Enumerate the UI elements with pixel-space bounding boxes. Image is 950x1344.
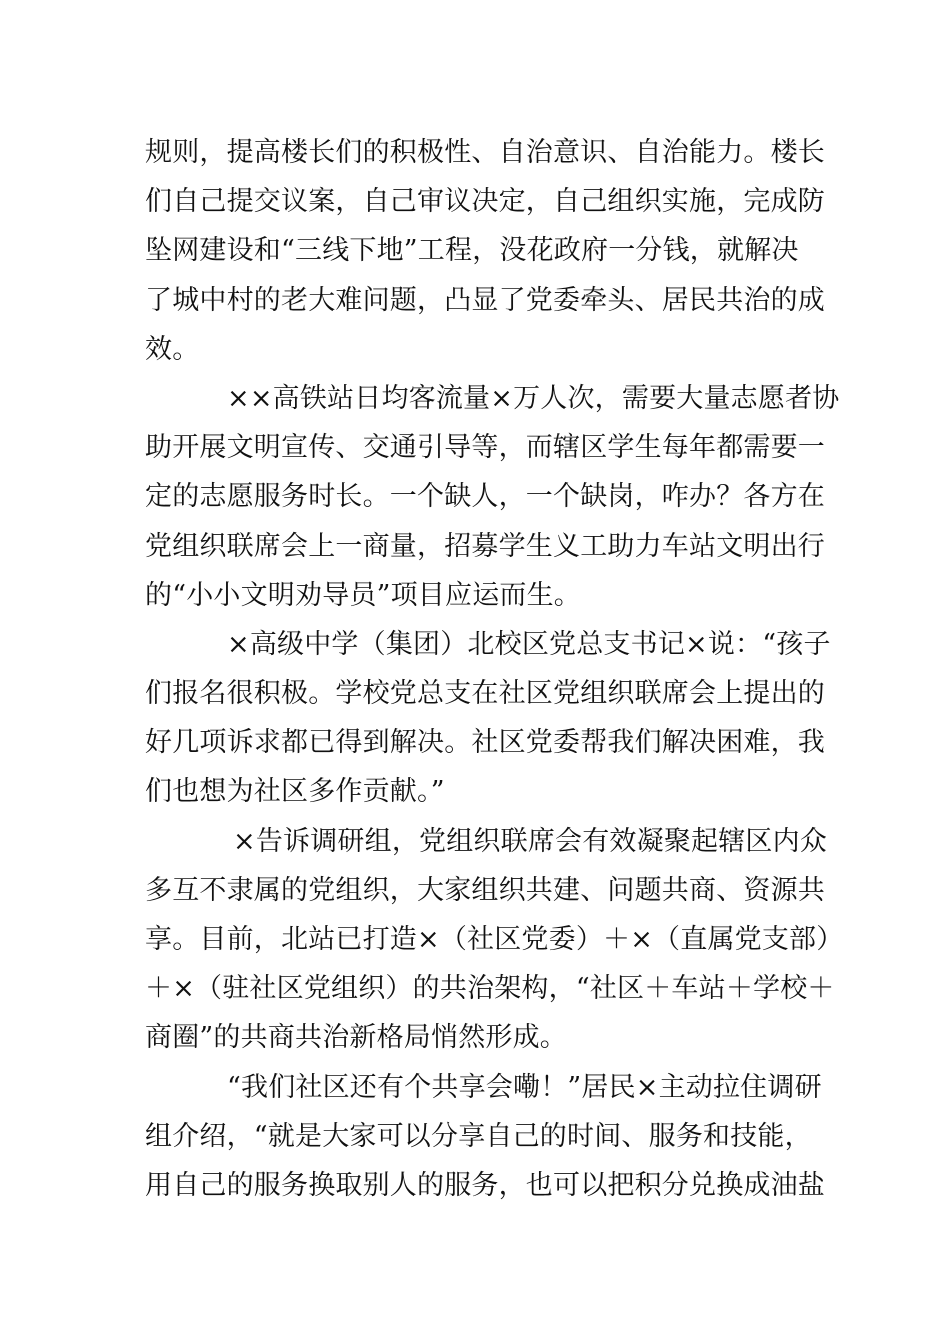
text-line: 享。目前，北站已打造×（社区党委）＋×（直属党支部）	[145, 924, 844, 955]
text-line: 助开展文明宣传、交通引导等，而辖区学生每年都需要一	[145, 432, 825, 464]
paragraph-start-line: ××高铁站日均客流量×万人次，需要大量志愿者协	[227, 382, 840, 414]
text-line: 规则，提高楼长们的积极性、自治意识、自治能力。楼长	[145, 137, 825, 168]
text-line: ＋×（驻社区党组织）的共治架构，“社区＋车站＋学校＋	[145, 973, 835, 1005]
paragraph-start-line: ×高级中学（集团）北校区党总支书记×说：“孩子	[227, 628, 831, 660]
text-line: 了城中村的老大难问题，凸显了党委牵头、居民共治的成	[145, 284, 825, 316]
text-line: 们自己提交议案，自己审议决定，自己组织实施，完成防	[145, 186, 825, 218]
paragraph-start-line: ×告诉调研组，党组织联席会有效凝聚起辖区内众	[233, 825, 828, 857]
text-line: 多互不隶属的党组织，大家组织共建、问题共商、资源共	[145, 874, 825, 906]
text-line: 用自己的服务换取别人的服务，也可以把积分兑换成油盐	[145, 1169, 825, 1201]
text-line: 党组织联席会上一商量，招募学生义工助力车站文明出行	[145, 530, 825, 562]
text-line: 们也想为社区多作贡献。”	[145, 776, 445, 808]
paragraph-start-line: “我们社区还有个共享会嘞！”居民×主动拉住调研	[227, 1071, 822, 1103]
text-line: 组介绍，“就是大家可以分享自己的时间、服务和技能，	[145, 1120, 812, 1152]
text-line: 坠网建设和“三线下地”工程，没花政府一分钱，就解决	[145, 235, 799, 267]
text-line: 们报名很积极。学校党总支在社区党组织联席会上提出的	[145, 678, 825, 710]
text-line: 的“小小文明劝导员”项目应运而生。	[145, 579, 582, 611]
text-line: 效。	[145, 333, 200, 365]
text-line: 商圈”的共商共治新格局悄然形成。	[145, 1022, 568, 1054]
text-line: 好几项诉求都已得到解决。社区党委帮我们解决困难，我	[145, 727, 825, 759]
text-line: 定的志愿服务时长。一个缺人，一个缺岗，咋办？各方在	[145, 481, 825, 513]
document-body	[145, 128, 844, 1210]
